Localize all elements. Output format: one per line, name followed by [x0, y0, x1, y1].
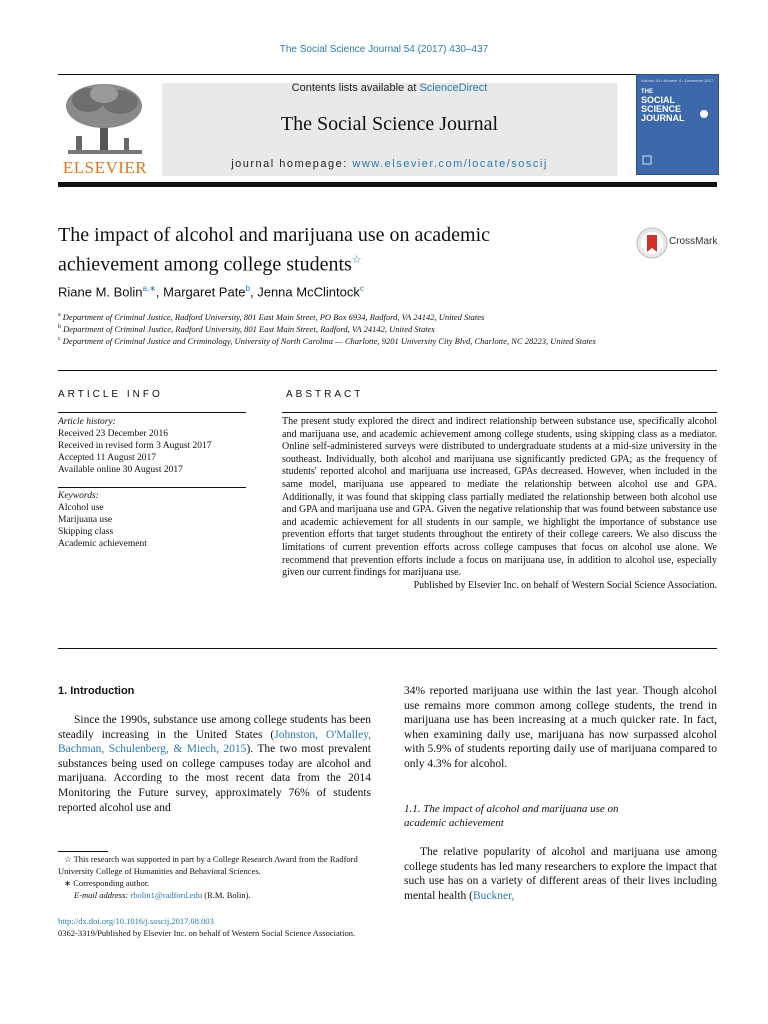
- citation-link[interactable]: Buckner,: [472, 889, 515, 902]
- keyword: Academic achievement: [58, 539, 147, 549]
- info-rule: [58, 412, 246, 413]
- info-top-rule: [58, 370, 717, 371]
- journal-homepage: journal homepage: www.elsevier.com/locate/soscij: [231, 158, 548, 170]
- sciencedirect-link[interactable]: ScienceDirect: [419, 82, 488, 94]
- abstract-text: The present study explored the direct and indirect relationship between substance use, specifically alcohol and marijuana use, and academic achievement among college students, using skipping class as a mediator. Online self-administered surveys were distributed to undergraduate students at a mid-size university in the southeast. Individually, both alcohol and marijuana use significantly predicted GPA; as the frequency of students' reported alcohol and marijuana use increased, GPAs decreased. However, when included in the same model, marijuana use appeared to mediate the relationship between alcohol use and GPA. Additionally, it was found that skipping class partially mediated the relationship between both alcohol use and GPA and marijuana use and GPA. Given the negative relationship that was found between substance use and academic achievement for all students in our sample, we highlight the importance of substance use prevention efforts that target students throughout the entirety of their college careers. We also discuss the limitations of current prevention efforts across college campuses that focus on alcohol use alone. We recommend that prevention efforts include a focus on marijuana use, in addition to alcohol use, especially given our current findings for marijuana use. Published by Elsevier Inc. on behalf of Western Social Science Association.: [282, 416, 717, 591]
- author-name: Jenna McClintock: [257, 284, 360, 300]
- affiliation: $^c$ Department of Criminal Justice and Criminology, University of North Carolina — Charlotte, 9201 University City Blvd, Charlotte, NC 28223, United States: [58, 335, 596, 346]
- keyword: Marijuana use: [58, 515, 113, 525]
- contents-line: Contents lists available at ScienceDirect: [291, 82, 488, 94]
- header-top-rule: [58, 74, 717, 75]
- affiliation: $^b$ Department of Criminal Justice, Radford University, 801 East Main Street, Radford, VA 24142, United States: [58, 323, 435, 334]
- elsevier-logo: [58, 80, 152, 176]
- footnote-rule: [58, 851, 108, 852]
- doi-link[interactable]: http://dx.doi.org/10.1016/j.soscij.2017.08.003: [58, 916, 214, 926]
- crossmark-button[interactable]: [636, 227, 720, 259]
- issn-line: 0362-3319/Published by Elsevier Inc. on behalf of Western Social Science Association.: [58, 928, 356, 938]
- article-info-heading: ARTICLE INFO: [58, 389, 163, 400]
- author-affil-link[interactable]: a,∗: [142, 284, 156, 293]
- section-heading: 1. Introduction: [58, 685, 135, 697]
- abstract-publisher-line: Published by Elsevier Inc. on behalf of Western Social Science Association.: [413, 579, 717, 591]
- author-name: Margaret Pate: [163, 284, 246, 300]
- body-paragraph: Since the 1990s, substance use among college students has been steadily increasing in the United States (Johnston, O'Malley, Bachman, Schulenberg, & Miech, 2015). The two most prevalent substances being used on college campuses today are alcohol and marijuana. According to the most recent data from the 2014 Monitoring the Future survey, approximately 76% of students reported alcohol use and: [58, 714, 371, 814]
- author-name: Riane M. Bolin: [58, 284, 143, 300]
- keyword: Alcohol use: [58, 503, 104, 513]
- footnotes: ☆ This research was supported in part by a College Research Award from the Radford University College of Humanities and Behavioral Sciences. ∗ Corresponding author. E-mail address: rbolin1@radford.edu (R.M. Bolin).: [58, 854, 358, 900]
- article-history: Article history: Received 23 December 2016 Received in revised form 3 August 2017 Accepted 11 August 2017 Available online 30 August 2017: [58, 417, 212, 475]
- cover-emblem-icon: [699, 109, 709, 119]
- elsevier-wordmark: ELSEVIER: [62, 158, 148, 177]
- elsevier-tree-icon: [58, 80, 152, 160]
- affiliation: $^a$ Department of Criminal Justice, Radford University, 801 East Main Street, PO Box 6934, Radford, VA 24142, United States: [58, 311, 485, 322]
- author-affil-link[interactable]: b: [245, 284, 250, 293]
- journal-citation[interactable]: The Social Science Journal 54 (2017) 430–437: [279, 44, 489, 55]
- body-top-rule: [58, 648, 717, 649]
- abstract-heading: ABSTRACT: [286, 389, 364, 400]
- crossmark-icon: [636, 227, 668, 259]
- email-link[interactable]: rbolin1@radford.edu: [130, 890, 203, 900]
- citation-link[interactable]: Johnston, O'Malley, Bachman, Schulenberg, & Miech, 2015: [58, 728, 371, 756]
- article-title: The impact of alcohol and marijuana use on academic achievement among college students☆: [58, 224, 491, 276]
- subsection-heading: 1.1. The impact of alcohol and marijuana use on academic achievement: [404, 803, 619, 829]
- keywords-rule: [58, 487, 246, 488]
- keywords-list: Keywords: Alcohol use Marijuana use Skipping class Academic achievement: [58, 490, 246, 550]
- abstract-rule: [282, 412, 717, 413]
- title-footnote-mark[interactable]: ☆: [351, 254, 362, 266]
- author-list: Riane M. Bolin$^{a,∗}$, Margaret Pate$^b$, Jenna McClintock$^c$: [58, 284, 364, 300]
- journal-title: The Social Science Journal: [280, 113, 499, 135]
- cover-volume: Volume 54 • Number 4 • December 2017: [641, 78, 714, 83]
- body-paragraph: The relative popularity of alcohol and marijuana use among college students has led many researchers to explore the impact that such use has on a variety of different areas of their lives including mental health (Buckner,: [404, 846, 717, 902]
- homepage-link[interactable]: www.elsevier.com/locate/soscij: [352, 158, 548, 170]
- journal-cover: [636, 74, 719, 175]
- crossmark-label: CrossMark: [669, 236, 718, 247]
- header-bottom-rule: [58, 182, 717, 187]
- author-affil-link[interactable]: c: [359, 284, 364, 293]
- keyword: Skipping class: [58, 527, 114, 537]
- cover-title: THE SOCIAL SCIENCE JOURNAL: [641, 89, 685, 123]
- body-paragraph: 34% reported marijuana use within the last year. Though alcohol use remains more common among college students, the trend in marijuana use has been increasing at a much quicker rate. In fact, when examining daily use, marijuana has now surpassed alcohol with 5.9% of students reporting daily use of marijuana compared to only 4.3% for alcohol.: [404, 685, 717, 770]
- journal-banner: [162, 83, 617, 176]
- cover-elsevier-icon: [642, 155, 652, 165]
